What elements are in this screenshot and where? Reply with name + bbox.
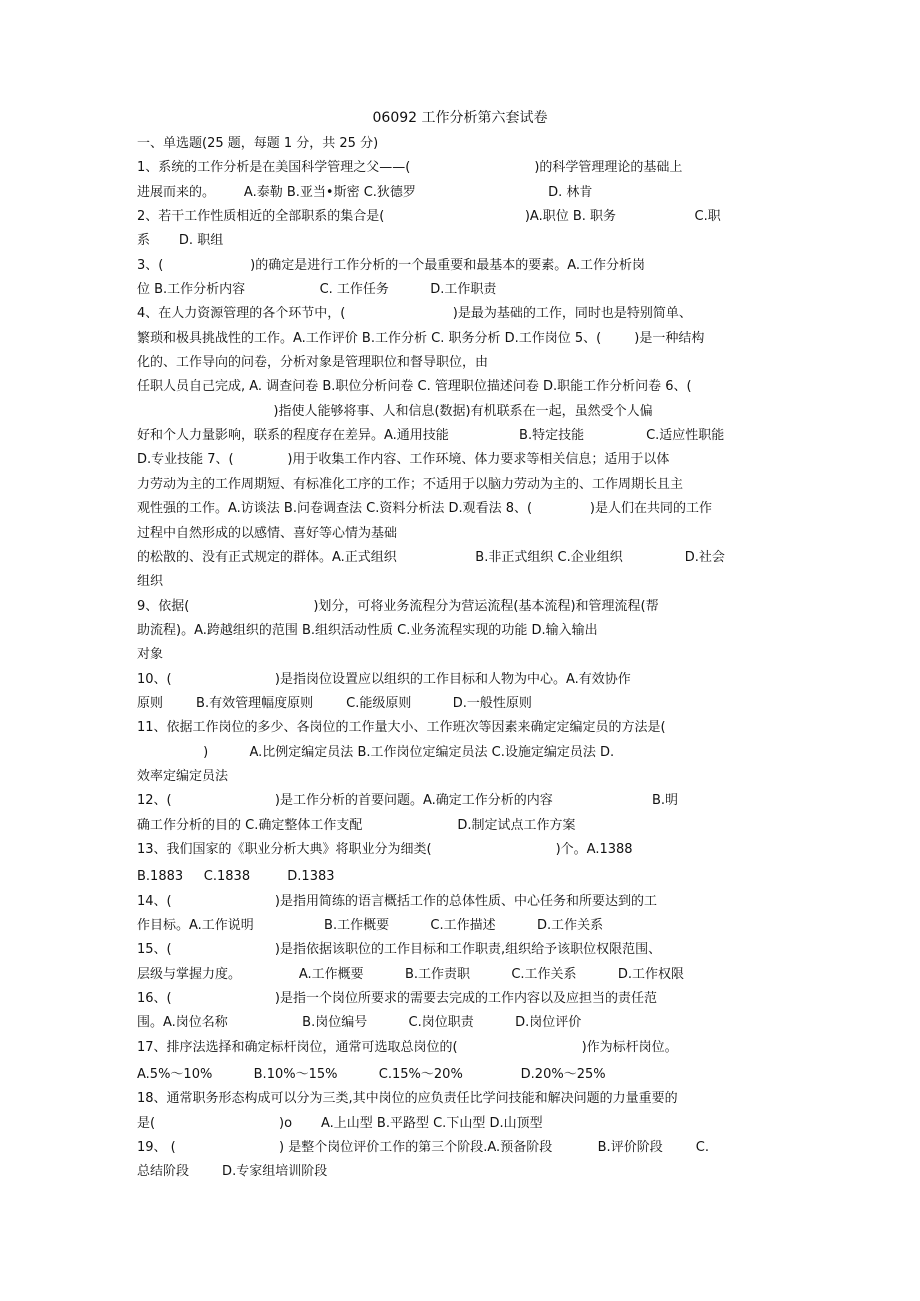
text-line: 助流程)。A.跨越组织的范围 B.组织活动性质 C.业务流程实现的功能 D.输入输出 [137,622,598,638]
text-line: 9、依据( )划分，可将业务流程分为营运流程(基本流程)和管理流程(帮 [137,598,659,614]
text-line: 化的、工作导向的问卷，分析对象是管理职位和督导职位，由 [137,355,489,371]
text-line: 是( )o A.上山型 B.平路型 C.下山型 D.山顶型 [137,1115,543,1131]
text-line: 的松散的、没有正式规定的群体。A.正式组织 B.非正式组织 C.企业组织 D.社会 [137,549,725,565]
text-line: 15、( )是指依据该职位的工作目标和工作职责,组织给予该职位权限范围、 [137,942,662,958]
text-line: A.5%～10% B.10%～15% C.15%～20% D.20%～25% [137,1067,606,1083]
text-line: 繁琐和极具挑战性的工作。A.工作评价 B.工作分析 C. 职务分析 D.工作岗位 5、( )是一种结构 [137,330,705,346]
text-line: 围。A.岗位名称 B.岗位编号 C.岗位职责 D.岗位评价 [137,1015,582,1031]
text-line: 过程中自然形成的以感情、喜好等心情为基础 [137,525,398,541]
text-line: 效率定编定员法 [137,768,229,784]
text-line: 一、单选题(25 题，每题 1 分，共 25 分) [137,136,379,151]
text-line: 2、若干工作性质相近的全部职系的集合是( )A.职位 B. 职务 C.职 [137,209,721,225]
text-line: 14、( )是指用简练的语言概括工作的总体性质、中心任务和所要达到的工 [137,893,657,909]
exam-title: 06092 工作分析第六套试卷 [372,110,548,126]
text-line: 组织 [137,574,164,590]
text-line: 18、通常职务形态构成可以分为三类,其中岗位的应负责任比学问技能和解决问题的力量重要的 [137,1091,678,1107]
text-line: B.1883 C.1838 D.1383 [137,869,335,885]
text-line: 位 B.工作分析内容 C. 工作任务 D.工作职责 [137,282,497,298]
text-line: 10、( )是指岗位设置应以组织的工作目标和人物为中心。A.有效协作 [137,671,631,687]
text-line: 对象 [137,647,164,663]
text-line: 进展而来的。 A.泰勒 B.亚当•斯密 C.狄德罗 D. 林肯 [137,184,593,200]
text-line: 1、系统的工作分析是在美国科学管理之父——( )的科学管理理论的基础上 [137,160,683,176]
text-line: 12、( )是工作分析的首要问题。A.确定工作分析的内容 B.明 [137,793,679,809]
text-line: 原则 B.有效管理幅度原则 C.能级原则 D.一般性原则 [137,695,532,711]
text-line: 13、我们国家的《职业分析大典》将职业分为细类( )个。A.1388 [137,841,633,857]
text-line: 系 D. 职组 [137,233,224,249]
text-line: 16、( )是指一个岗位所要求的需要去完成的工作内容以及应担当的责任范 [137,991,657,1007]
text-line: 19、 ( ) 是整个岗位评价工作的第三个阶段.A.预备阶段 B.评价阶段 C. [137,1140,709,1156]
text-line: 3、( )的确定是进行工作分析的一个最重要和最基本的要素。A.工作分析岗 [137,257,645,273]
text-line: ) A.比例定编定员法 B.工作岗位定编定员法 C.设施定编定员法 D. [137,744,615,760]
text-line: 力劳动为主的工作周期短、有标准化工序的工作；不适用于以脑力劳动为主的、工作周期长且主 [137,476,684,492]
text-line: 11、依据工作岗位的多少、各岗位的工作量大小、工作班次等因素来确定定编定员的方法是( [137,720,666,736]
text-line: 任职人员自己完成, A. 调查问卷 B.职位分析问卷 C. 管理职位描述问卷 D.职能工作分析问卷 6、( [137,379,692,395]
text-line: 观性强的工作。A.访谈法 B.问卷调查法 C.资料分析法 D.观看法 8、( )是人们在共同的工作 [137,501,712,517]
text-line: 层级与掌握力度。 A.工作概要 B.工作责职 C.工作关系 D.工作权限 [137,966,685,982]
text-line: D.专业技能 7、( )用于收集工作内容、工作环境、体力要求等相关信息；适用于以体 [137,452,670,468]
text-line: 4、在人力资源管理的各个环节中，( )是最为基础的工作，同时也是特别简单、 [137,306,692,322]
text-line: 作目标。A.工作说明 B.工作概要 C.工作描述 D.工作关系 [137,918,604,933]
text-line: )指使人能够将事、人和信息(数据)有机联系在一起，虽然受个人偏 [137,403,653,419]
text-line: 17、排序法选择和确定标杆岗位，通常可选取总岗位的( )作为标杆岗位。 [137,1039,678,1055]
text-line: 好和个人力量影响，联系的程度存在差异。A.通用技能 B.特定技能 C.适应性职能 [137,428,725,444]
exam-body [137,134,787,1187]
text-line: 确工作分析的目的 C.确定整体工作支配 D.制定试点工作方案 [137,817,576,833]
text-line: 总结阶段 D.专家组培训阶段 [137,1164,328,1180]
